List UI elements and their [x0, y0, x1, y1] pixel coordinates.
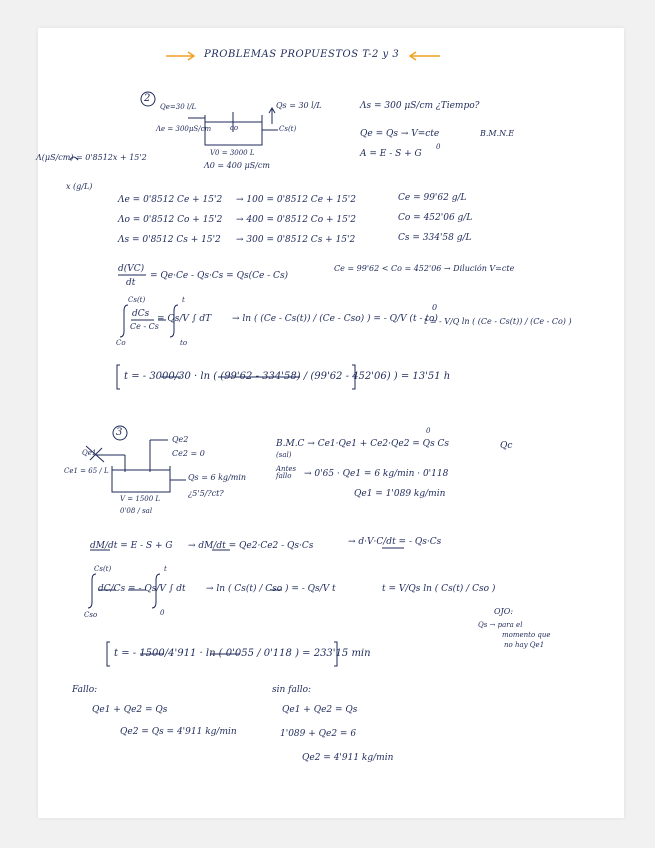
p3-time-expression: t = V/Qs ln ( Cs(t) / Cso ) — [382, 584, 496, 594]
p3-int-result: → ln ( Cs(t) / Cso ) = - Qs/V t — [206, 584, 336, 594]
p2-int-den: Ce - Cs — [130, 322, 159, 331]
p2-ode-den: dt — [126, 278, 136, 288]
p3-antes-fallo: Antes fallo — [276, 465, 297, 480]
p2-eq-2-right: Co = 452'06 g/L — [398, 213, 473, 223]
p2-accumulation: A = E - S + G — [360, 149, 422, 159]
p2-calibration-x: x (g/L) — [66, 182, 93, 191]
p3-qe2-label: Qe2 — [172, 435, 189, 444]
p2-eq-2-left: Λo = 0'8512 Co + 15'2 — [118, 215, 223, 225]
p2-int-t-lower: to — [180, 339, 188, 347]
p3-int-lower: Cso — [84, 611, 98, 619]
p2-balance: Qe = Qs → V=cte — [360, 129, 440, 139]
p2-v0-label: V0 = 3000 L — [210, 149, 255, 157]
p3-bmc: B.M.C → Ce1·Qe1 + Ce2·Qe2 = Qs Cs — [276, 439, 450, 449]
p3-volume-label: V = 1500 L — [120, 495, 161, 503]
p2-eq-3-mid: → 300 = 0'8512 Cs + 15'2 — [236, 235, 356, 245]
p3-qc: Qc — [500, 441, 513, 451]
p2-time-expression: t = - V/Q ln ( (Ce - Cs(t)) / (Ce - Co) ) — [424, 317, 572, 326]
sin-fallo-title: sin fallo: — [272, 685, 312, 695]
p3-volume-sal: 0'08 / sal — [120, 507, 153, 515]
sin-fallo-eq-3: Qe2 = 4'911 kg/min — [302, 753, 394, 763]
p2-ode-rhs: = Qe·Ce - Qs·Cs = Qs(Ce - Cs) — [150, 271, 289, 281]
p2-int-mid: = Qs/V ∫ dT — [157, 314, 212, 324]
problem-3-number: 3 — [116, 427, 123, 438]
p3-int-expr: dC/Cs = - Qs/V ∫ dt — [98, 584, 186, 594]
p2-int-lower: Co — [116, 339, 126, 347]
p3-qe1-value: Qe1 = 1'089 kg/min — [354, 489, 446, 499]
p2-eq-3-right: Cs = 334'58 g/L — [398, 233, 472, 243]
p2-eq-2-mid: → 400 = 0'8512 Co + 15'2 — [236, 215, 357, 225]
p2-int-result-zero: 0 — [432, 303, 438, 312]
fallo-eq-2: Qe2 = Qs = 4'911 kg/min — [120, 727, 237, 737]
p3-ojo-note-3: no hay Qe1 — [504, 641, 545, 649]
p2-calibration: Λ(μS/cm) = 0'8512x + 15'2 — [36, 153, 147, 162]
p2-result: t = - 3000/30 · ln ( (99'62 - 334'58) / (99'62 - 452'06) ) = 13'51 h — [124, 371, 451, 382]
problem-2-number: 2 — [144, 93, 151, 104]
p2-int-upper: Cs(t) — [128, 296, 146, 304]
p2-goal: Λs = 300 μS/cm ¿Tiempo? — [360, 101, 480, 111]
p3-cs-question: ¿5'5/?ct? — [188, 489, 224, 498]
p3-int-t-lower: 0 — [160, 609, 165, 617]
p3-dm-eq3: → d·V·C/dt = - Qs·Cs — [348, 537, 442, 547]
p2-qs-label: Qs = 30 l/L — [276, 101, 322, 110]
p2-lambda-e-label: Λe = 300μS/cm — [156, 125, 212, 133]
p3-bmc-sub: (sal) — [276, 451, 292, 459]
p2-ode-note: Ce = 99'62 < Co = 452'06 → Dilución V=cte — [334, 264, 515, 273]
p3-int-t-upper: t — [164, 565, 167, 573]
p3-ce2-label: Ce2 = 0 — [172, 449, 205, 458]
p2-eq-1-left: Λe = 0'8512 Ce + 15'2 — [118, 195, 223, 205]
p3-ce1-label: Ce1 = 65 / L — [64, 467, 109, 475]
p2-lambda-0-label: Λ0 = 400 μS/cm — [204, 161, 270, 170]
p3-bmc-zero: 0 — [426, 427, 431, 435]
p2-int-num: dCs — [132, 309, 150, 319]
p2-cs-t-label: Cs(t) — [279, 125, 297, 133]
p3-dm-eq2: → dM/dt = Qe2·Ce2 - Qs·Cs — [188, 541, 314, 551]
p2-bmne: B.M.N.E — [480, 129, 515, 138]
p3-result: t = - 1500/4'911 · ln ( 0'055 / 0'118 ) = 233'15 min — [114, 648, 371, 659]
p2-tank-label: co — [230, 124, 239, 132]
p2-eq-1-right: Ce = 99'62 g/L — [398, 193, 467, 203]
p2-qe-label: Qe=30 l/L — [160, 103, 197, 111]
fallo-title: Fallo: — [72, 685, 98, 695]
sin-fallo-eq-1: Qe1 + Qe2 = Qs — [282, 705, 358, 715]
p3-int-upper: Cs(t) — [94, 565, 112, 573]
p2-eq-3-left: Λs = 0'8512 Cs + 15'2 — [118, 235, 221, 245]
p3-ojo-note-2: momento que — [502, 631, 551, 639]
p2-eq-1-mid: → 100 = 0'8512 Ce + 15'2 — [236, 195, 356, 205]
p2-g-zero: 0 — [436, 143, 441, 151]
p3-qe1-label: Qe1 — [82, 449, 97, 457]
p2-int-result: → ln ( (Ce - Cs(t)) / (Ce - Cso) ) = - Q/V (t - to) — [232, 314, 438, 324]
p3-qs-label: Qs = 6 kg/min — [188, 473, 247, 482]
sin-fallo-eq-2: 1'089 + Qe2 = 6 — [280, 729, 357, 739]
p2-int-t-upper: t — [182, 296, 185, 304]
fallo-eq-1: Qe1 + Qe2 = Qs — [92, 705, 168, 715]
p3-ojo-note-1: Qs → para el — [478, 621, 523, 629]
p2-ode-lhs: d(VC) — [118, 264, 145, 274]
p3-dm-eq: dM/dt = E - S + G — [90, 541, 173, 551]
p3-ojo: OJO: — [494, 607, 514, 616]
p3-antes-eq: → 0'65 · Qe1 = 6 kg/min · 0'118 — [304, 469, 449, 479]
page-title: PROBLEMAS PROPUESTOS T-2 y 3 — [204, 49, 400, 60]
